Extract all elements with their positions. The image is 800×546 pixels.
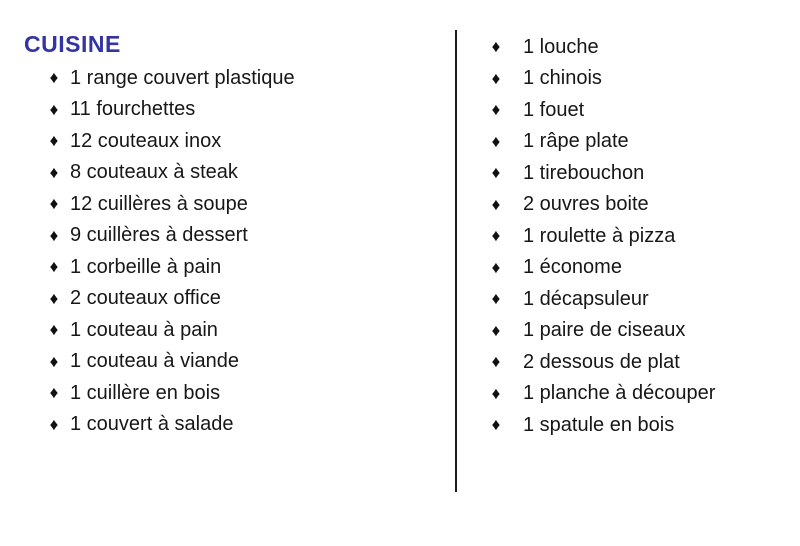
diamond-bullet-icon: ♦ — [491, 415, 501, 435]
item-label: 1 râpe plate — [523, 130, 629, 153]
list-item — [46, 125, 295, 157]
list-item — [488, 346, 715, 378]
list-item — [46, 188, 295, 220]
diamond-bullet-icon: ♦ — [491, 100, 501, 120]
list-item — [488, 220, 715, 252]
list-item — [46, 220, 295, 252]
item-label: 12 cuillères à soupe — [70, 192, 248, 215]
list-item — [46, 251, 295, 283]
diamond-bullet-icon: ♦ — [491, 226, 501, 246]
list-item — [488, 31, 715, 63]
item-label: 1 planche à découper — [523, 382, 716, 405]
item-label: 1 corbeille à pain — [70, 255, 222, 278]
diamond-bullet-icon: ♦ — [491, 257, 501, 277]
item-label: 2 dessous de plat — [523, 350, 680, 373]
item-label: 1 tirebouchon — [523, 161, 645, 184]
list-item — [46, 377, 295, 409]
diamond-bullet-icon: ♦ — [49, 99, 59, 119]
column-divider-line — [455, 30, 457, 492]
diamond-bullet-icon: ♦ — [491, 194, 501, 214]
item-label: 1 louche — [523, 35, 599, 58]
item-label: 1 fouet — [523, 98, 585, 121]
left-inventory-list — [46, 62, 295, 440]
diamond-bullet-icon: ♦ — [49, 194, 59, 214]
list-item — [488, 63, 715, 95]
item-label: 11 fourchettes — [70, 98, 196, 121]
item-label: 1 économe — [523, 256, 622, 279]
list-item — [46, 346, 295, 378]
diamond-bullet-icon: ♦ — [491, 320, 501, 340]
item-label: 1 couvert à salade — [70, 413, 234, 436]
list-item — [488, 378, 715, 410]
list-item — [488, 94, 715, 126]
diamond-bullet-icon: ♦ — [49, 383, 59, 403]
diamond-bullet-icon: ♦ — [491, 68, 501, 88]
diamond-bullet-icon: ♦ — [491, 163, 501, 183]
item-label: 1 cuillère en bois — [70, 381, 221, 404]
diamond-bullet-icon: ♦ — [49, 257, 59, 277]
item-label: 1 range couvert plastique — [70, 66, 295, 89]
diamond-bullet-icon: ♦ — [491, 352, 501, 372]
list-item — [46, 409, 295, 441]
item-label: 2 couteaux office — [70, 287, 221, 310]
item-label: 2 ouvres boite — [523, 193, 649, 216]
diamond-bullet-icon: ♦ — [49, 68, 59, 88]
diamond-bullet-icon: ♦ — [491, 289, 501, 309]
item-label: 1 roulette à pizza — [523, 224, 676, 247]
diamond-bullet-icon: ♦ — [49, 131, 59, 151]
list-item — [488, 189, 715, 221]
item-label: 1 couteau à viande — [70, 350, 240, 373]
item-label: 1 spatule en bois — [523, 413, 675, 436]
list-item — [46, 283, 295, 315]
item-label: 12 couteaux inox — [70, 129, 222, 152]
diamond-bullet-icon: ♦ — [49, 288, 59, 308]
list-item — [488, 126, 715, 158]
diamond-bullet-icon: ♦ — [49, 351, 59, 371]
item-label: 8 couteaux à steak — [70, 161, 238, 184]
page-title: CUISINE — [24, 31, 121, 57]
list-item — [46, 94, 295, 126]
list-item — [46, 157, 295, 189]
right-inventory-list — [488, 31, 715, 441]
list-item — [46, 314, 295, 346]
diamond-bullet-icon: ♦ — [49, 320, 59, 340]
diamond-bullet-icon: ♦ — [49, 225, 59, 245]
item-label: 1 paire de ciseaux — [523, 319, 686, 342]
item-label: 9 cuillères à dessert — [70, 224, 248, 247]
item-label: 1 chinois — [523, 67, 602, 90]
list-item — [488, 315, 715, 347]
list-item — [46, 62, 295, 94]
diamond-bullet-icon: ♦ — [491, 383, 501, 403]
diamond-bullet-icon: ♦ — [49, 414, 59, 434]
diamond-bullet-icon: ♦ — [491, 131, 501, 151]
list-item — [488, 157, 715, 189]
list-item — [488, 283, 715, 315]
diamond-bullet-icon: ♦ — [491, 37, 501, 57]
item-label: 1 couteau à pain — [70, 318, 218, 341]
list-item — [488, 409, 715, 441]
list-item — [488, 252, 715, 284]
item-label: 1 décapsuleur — [523, 287, 649, 310]
diamond-bullet-icon: ♦ — [49, 162, 59, 182]
